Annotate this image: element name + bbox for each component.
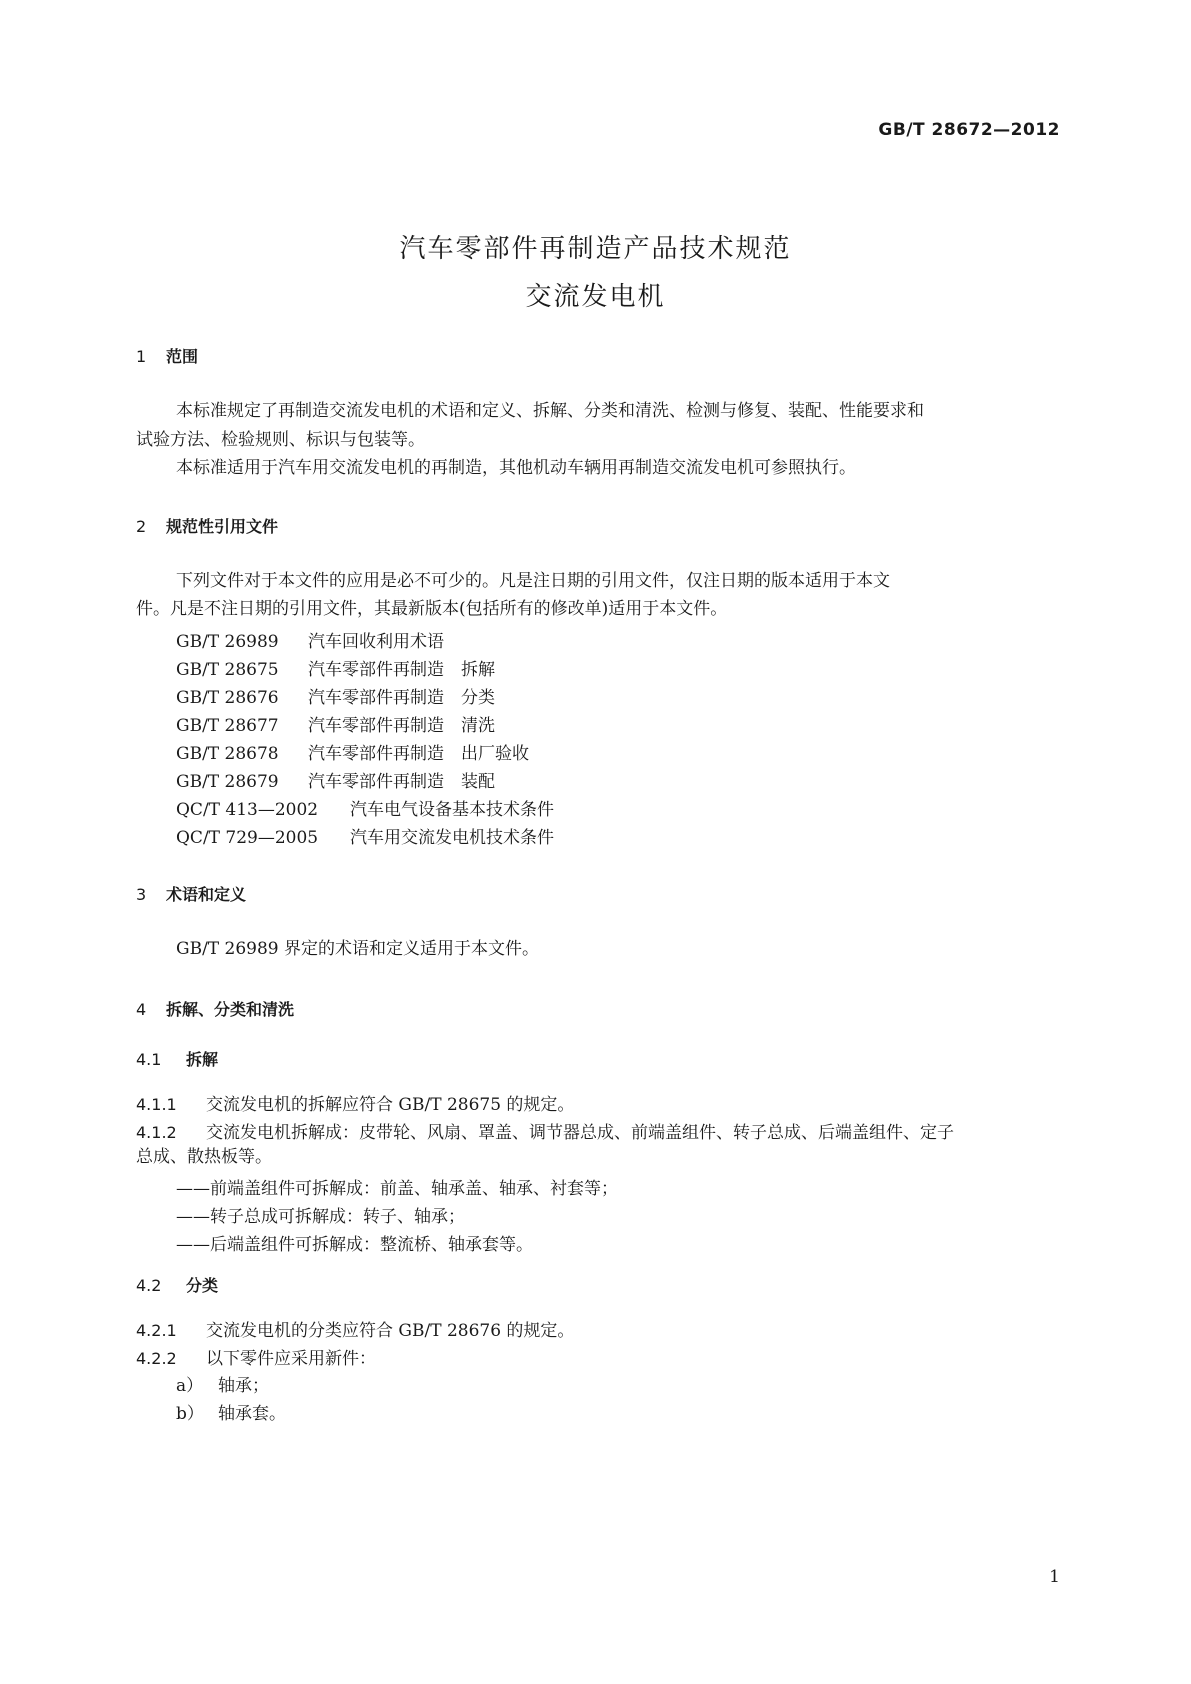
reference-title: 汽车回收利用术语	[308, 632, 444, 652]
section-number: 4.2	[136, 1276, 162, 1295]
section-2-heading	[136, 514, 278, 537]
reference-item	[176, 655, 495, 680]
clause-text: 交流发电机的分类应符合 GB/T 28676 的规定。	[206, 1321, 575, 1341]
reference-item	[176, 823, 554, 848]
dash-item: ——转子总成可拆解成：转子、轴承；	[176, 1207, 465, 1227]
reference-code: GB/T 28679	[176, 772, 279, 792]
section-number: 3	[136, 885, 147, 904]
section-number: 1	[136, 347, 147, 366]
reference-title: 汽车零部件再制造 出厂验收	[308, 744, 529, 764]
section-number: 2	[136, 517, 147, 536]
clause-4-1-2	[136, 1118, 1056, 1143]
normative-refs-paragraph-line-2: 件。凡是不注日期的引用文件，其最新版本(包括所有的修改单)适用于本文件。	[136, 599, 728, 619]
clause-text: 交流发电机拆解成：皮带轮、风扇、罩盖、调节器总成、前端盖组件、转子总成、后端盖组件、定子	[206, 1123, 954, 1143]
standard-code: GB/T 28672—2012	[878, 120, 1060, 140]
reference-code: GB/T 28676	[176, 688, 279, 708]
document-subtitle: 交流发电机	[525, 282, 666, 312]
section-4-heading	[136, 997, 294, 1020]
clause-4-2-1	[136, 1316, 1056, 1341]
reference-code: GB/T 28677	[176, 716, 279, 736]
reference-title: 汽车用交流发电机技术条件	[350, 828, 554, 848]
document-title: 汽车零部件再制造产品技术规范	[399, 234, 792, 264]
clause-4-2-2	[136, 1344, 1056, 1369]
reference-code: QC/T 729—2005	[176, 828, 319, 848]
section-1-heading	[136, 344, 198, 367]
reference-code: GB/T 28675	[176, 660, 279, 680]
section-title: 拆解、分类和清洗	[166, 1000, 295, 1019]
list-marker: a）	[176, 1376, 204, 1396]
section-title: 分类	[186, 1276, 219, 1295]
section-title: 拆解	[186, 1050, 219, 1069]
reference-code: GB/T 26989	[176, 632, 279, 652]
reference-code: QC/T 413—2002	[176, 800, 319, 820]
section-number: 4	[136, 1000, 147, 1019]
clause-number: 4.2.2	[136, 1349, 177, 1368]
dash-item: ——前端盖组件可拆解成：前盖、轴承盖、轴承、衬套等；	[176, 1179, 618, 1199]
reference-item	[176, 683, 495, 708]
reference-title: 汽车零部件再制造 拆解	[308, 660, 495, 680]
reference-item	[176, 739, 529, 764]
clause-text: 交流发电机的拆解应符合 GB/T 28675 的规定。	[206, 1095, 575, 1115]
list-text: 轴承；	[218, 1376, 269, 1396]
clause-text: 以下零件应采用新件：	[206, 1349, 376, 1369]
reference-title: 汽车零部件再制造 分类	[308, 688, 495, 708]
section-3-heading	[136, 882, 246, 905]
reference-title: 汽车零部件再制造 装配	[308, 772, 495, 792]
list-item	[176, 1399, 286, 1424]
scope-paragraph-1-line-1: 本标准规定了再制造交流发电机的术语和定义、拆解、分类和清洗、检测与修复、装配、性能要求和	[176, 401, 924, 421]
normative-refs-paragraph-line-1: 下列文件对于本文件的应用是必不可少的。凡是注日期的引用文件，仅注日期的版本适用于本文	[176, 571, 890, 591]
section-4-1-heading	[136, 1047, 218, 1070]
reference-item	[176, 627, 444, 652]
dash-item: ——后端盖组件可拆解成：整流桥、轴承套等。	[176, 1235, 533, 1255]
reference-title: 汽车电气设备基本技术条件	[350, 800, 554, 820]
list-marker: b）	[176, 1404, 204, 1424]
reference-item	[176, 795, 554, 820]
reference-item	[176, 767, 495, 792]
clause-4-1-1	[136, 1090, 1056, 1115]
clause-number: 4.2.1	[136, 1321, 177, 1340]
reference-code: GB/T 28678	[176, 744, 279, 764]
clause-number: 4.1.1	[136, 1095, 177, 1114]
scope-paragraph-2: 本标准适用于汽车用交流发电机的再制造，其他机动车辆用再制造交流发电机可参照执行。	[176, 458, 856, 478]
section-title: 规范性引用文件	[166, 517, 279, 536]
section-title: 范围	[166, 347, 199, 366]
section-number: 4.1	[136, 1050, 162, 1069]
scope-paragraph-1-line-2: 试验方法、检验规则、标识与包装等。	[136, 430, 425, 450]
section-title: 术语和定义	[166, 885, 247, 904]
section-4-2-heading	[136, 1273, 218, 1296]
reference-title: 汽车零部件再制造 清洗	[308, 716, 495, 736]
terms-paragraph: GB/T 26989 界定的术语和定义适用于本文件。	[176, 939, 540, 959]
list-text: 轴承套。	[218, 1404, 286, 1424]
list-item	[176, 1371, 269, 1396]
clause-4-1-2-continuation: 总成、散热板等。	[136, 1147, 272, 1167]
page-number: 1	[1049, 1567, 1060, 1587]
reference-item	[176, 711, 495, 736]
clause-number: 4.1.2	[136, 1123, 177, 1142]
